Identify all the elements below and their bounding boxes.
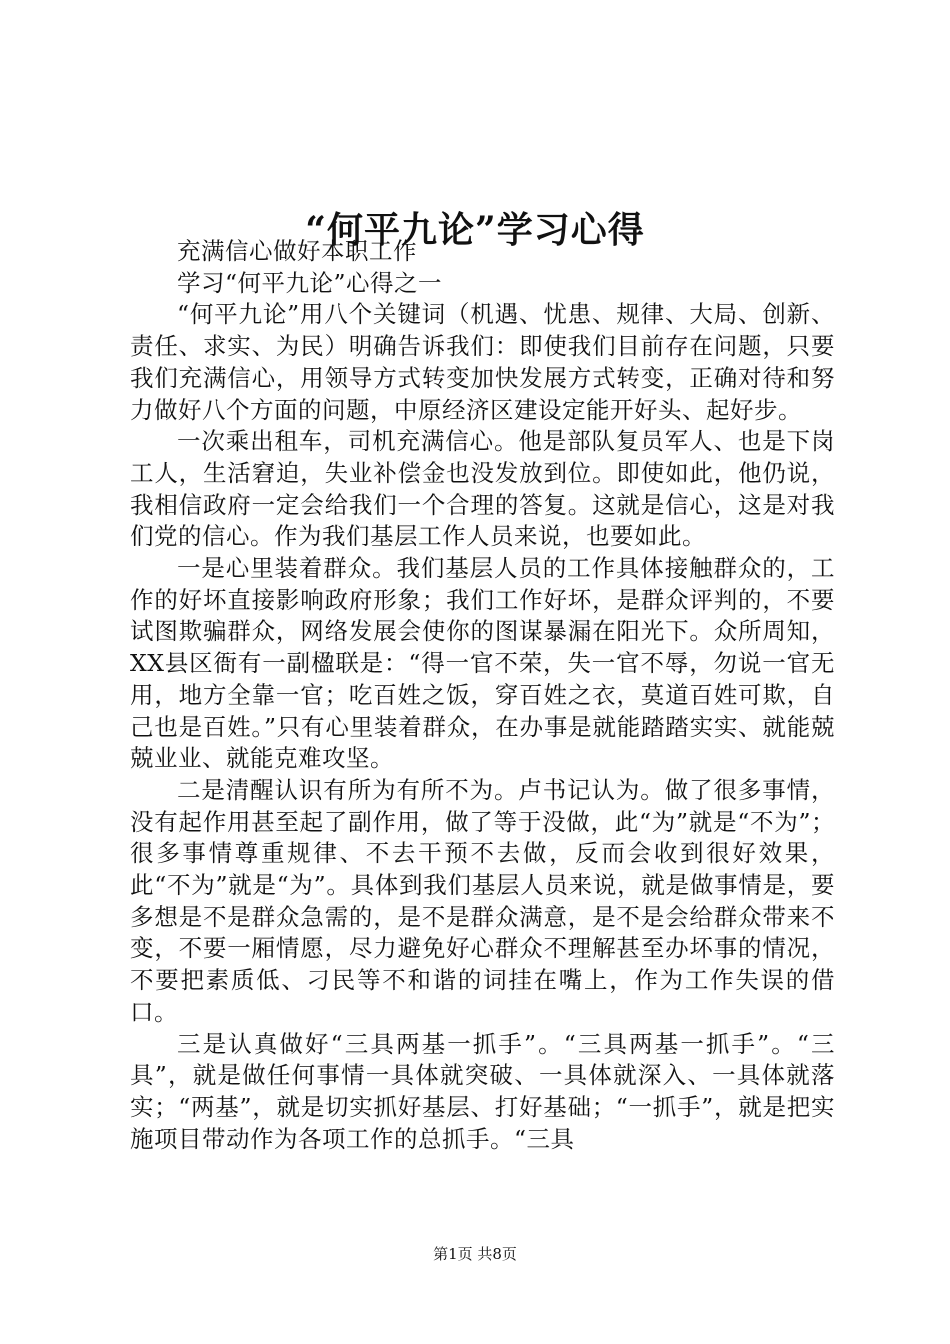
body-paragraph: 一次乘出租车，司机充满信心。他是部队复员军人、也是下岗工人，生活窘迫，失业补偿金也没发放到位。即使如此，他仍说，我相信政府一定会给我们一个合理的答复。这就是信心，这是对我们党的信心。作为我们基层工作人员来说，也要如此。 (130, 427, 835, 551)
document-title: “何平九论”学习心得 (305, 209, 645, 252)
subtitle-line: 充满信心做好本职工作 (177, 237, 417, 265)
body-paragraph: “何平九论”用八个关键词（机遇、忧患、规律、大局、创新、责任、求实、为民）明确告诉我们：即使我们目前存在问题，只要我们充满信心，用领导方式转变加快发展方式转变，正确对待和努力做好八个方面的问题，中原经济区建设定能开好头、起好步。 (130, 300, 835, 424)
body-paragraph: 一是心里装着群众。我们基层人员的工作具体接触群众的，工作的好坏直接影响政府形象；我们工作好坏，是群众评判的，不要试图欺骗群众，网络发展会使你的图谋暴漏在阳光下。众所周知，XX县区衙有一副楹联是：“得一官不荣，失一官不辱，勿说一官无用，地方全靠一官；吃百姓之饭，穿百姓之衣，莫道百姓可欺，自己也是百姓。”只有心里装着群众，在办事是就能踏踏实实、就能兢兢业业、就能克难攻坚。 (130, 554, 835, 773)
subtitle-line: 学习“何平九论”心得之一 (177, 268, 443, 297)
body-paragraph: 三是认真做好“三具两基一抓手”。“三具两基一抓手”。“三具”，就是做任何事情一具体就突破、一具体就深入、一具体就落实；“两基”，就是切实抓好基层、打好基础；“一抓手”，就是把实施项目带动作为各项工作的总抓手。“三具 (130, 1029, 835, 1153)
page-footer: 第1页 共8页 (433, 1245, 517, 1263)
body-paragraph: 二是清醒认识有所为有所不为。卢书记认为。做了很多事情，没有起作用甚至起了副作用，做了等于没做，此“为”就是“不为”；很多事情尊重规律、不去干预不去做，反而会收到很好效果，此“不为”就是“为”。具体到我们基层人员来说，就是做事情是，要多想是不是群众急需的，是不是群众满意，是不是会给群众带来不变，不要一厢情愿，尽力避免好心群众不理解甚至办坏事的情况，不要把素质低、刁民等不和谐的词挂在嘴上，作为工作失误的借口。 (130, 775, 835, 1026)
document-body (130, 236, 835, 1155)
